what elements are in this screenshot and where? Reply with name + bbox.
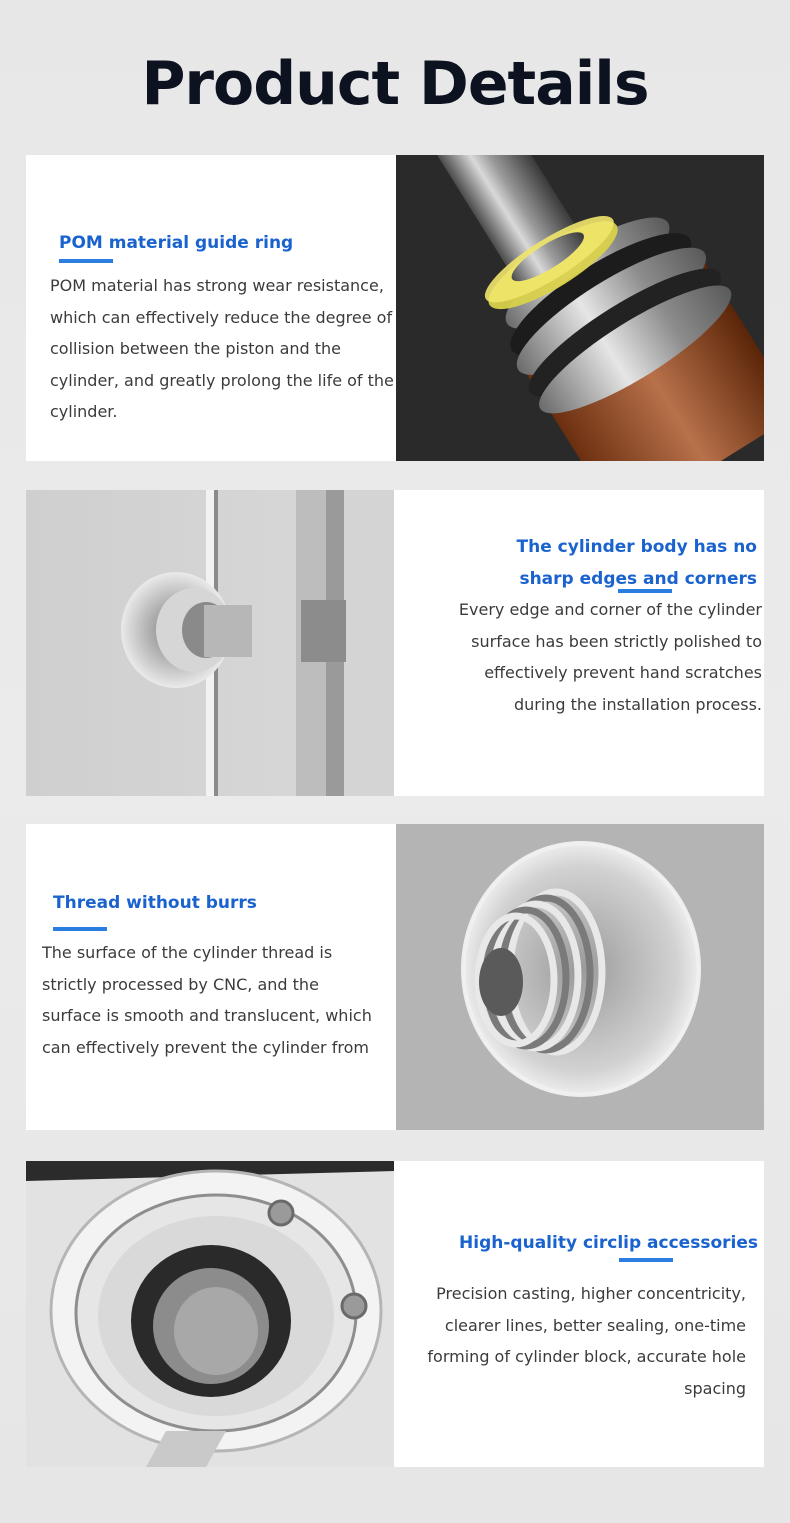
feature-description: Every edge and corner of the cylinder surface has been strictly polished to effectively prevent hand scratches during the installation process. (458, 600, 762, 714)
feature-text (394, 490, 764, 796)
feature-text (26, 155, 396, 461)
cylinder-body-photo (26, 490, 394, 796)
heading-underline (619, 1258, 673, 1262)
circlip-photo (26, 1161, 394, 1467)
heading-underline (59, 259, 113, 263)
feature-card-circlip (26, 1161, 764, 1467)
feature-description: POM material has strong wear resistance, which can effectively reduce the degree of collision between the piston and the cylinder, and greatly prolong the life of the cylinder. (50, 276, 394, 421)
feature-card-thread (26, 824, 764, 1130)
feature-heading: The cylinder body has no sharp edges and corners (516, 537, 757, 589)
feature-heading: POM material guide ring (59, 233, 294, 253)
feature-description: The surface of the cylinder thread is strictly processed by CNC, and the surface is smooth and translucent, which can effectively prevent the cylinder from (42, 943, 372, 1057)
page-title: Product Details (141, 49, 649, 119)
heading-underline (53, 927, 107, 931)
feature-description: Precision casting, higher concentricity, clearer lines, better sealing, one-time forming of cylinder block, accurate hole spacing (427, 1284, 746, 1398)
thread-photo (396, 824, 764, 1130)
feature-text (26, 824, 396, 1130)
heading-underline (618, 589, 672, 593)
feature-heading: Thread without burrs (53, 893, 257, 913)
feature-text (394, 1161, 764, 1467)
feature-heading: High-quality circlip accessories (459, 1233, 758, 1253)
feature-card-guide-ring (26, 155, 764, 461)
feature-card-cylinder-body (26, 490, 764, 796)
guide-ring-photo (396, 155, 764, 461)
